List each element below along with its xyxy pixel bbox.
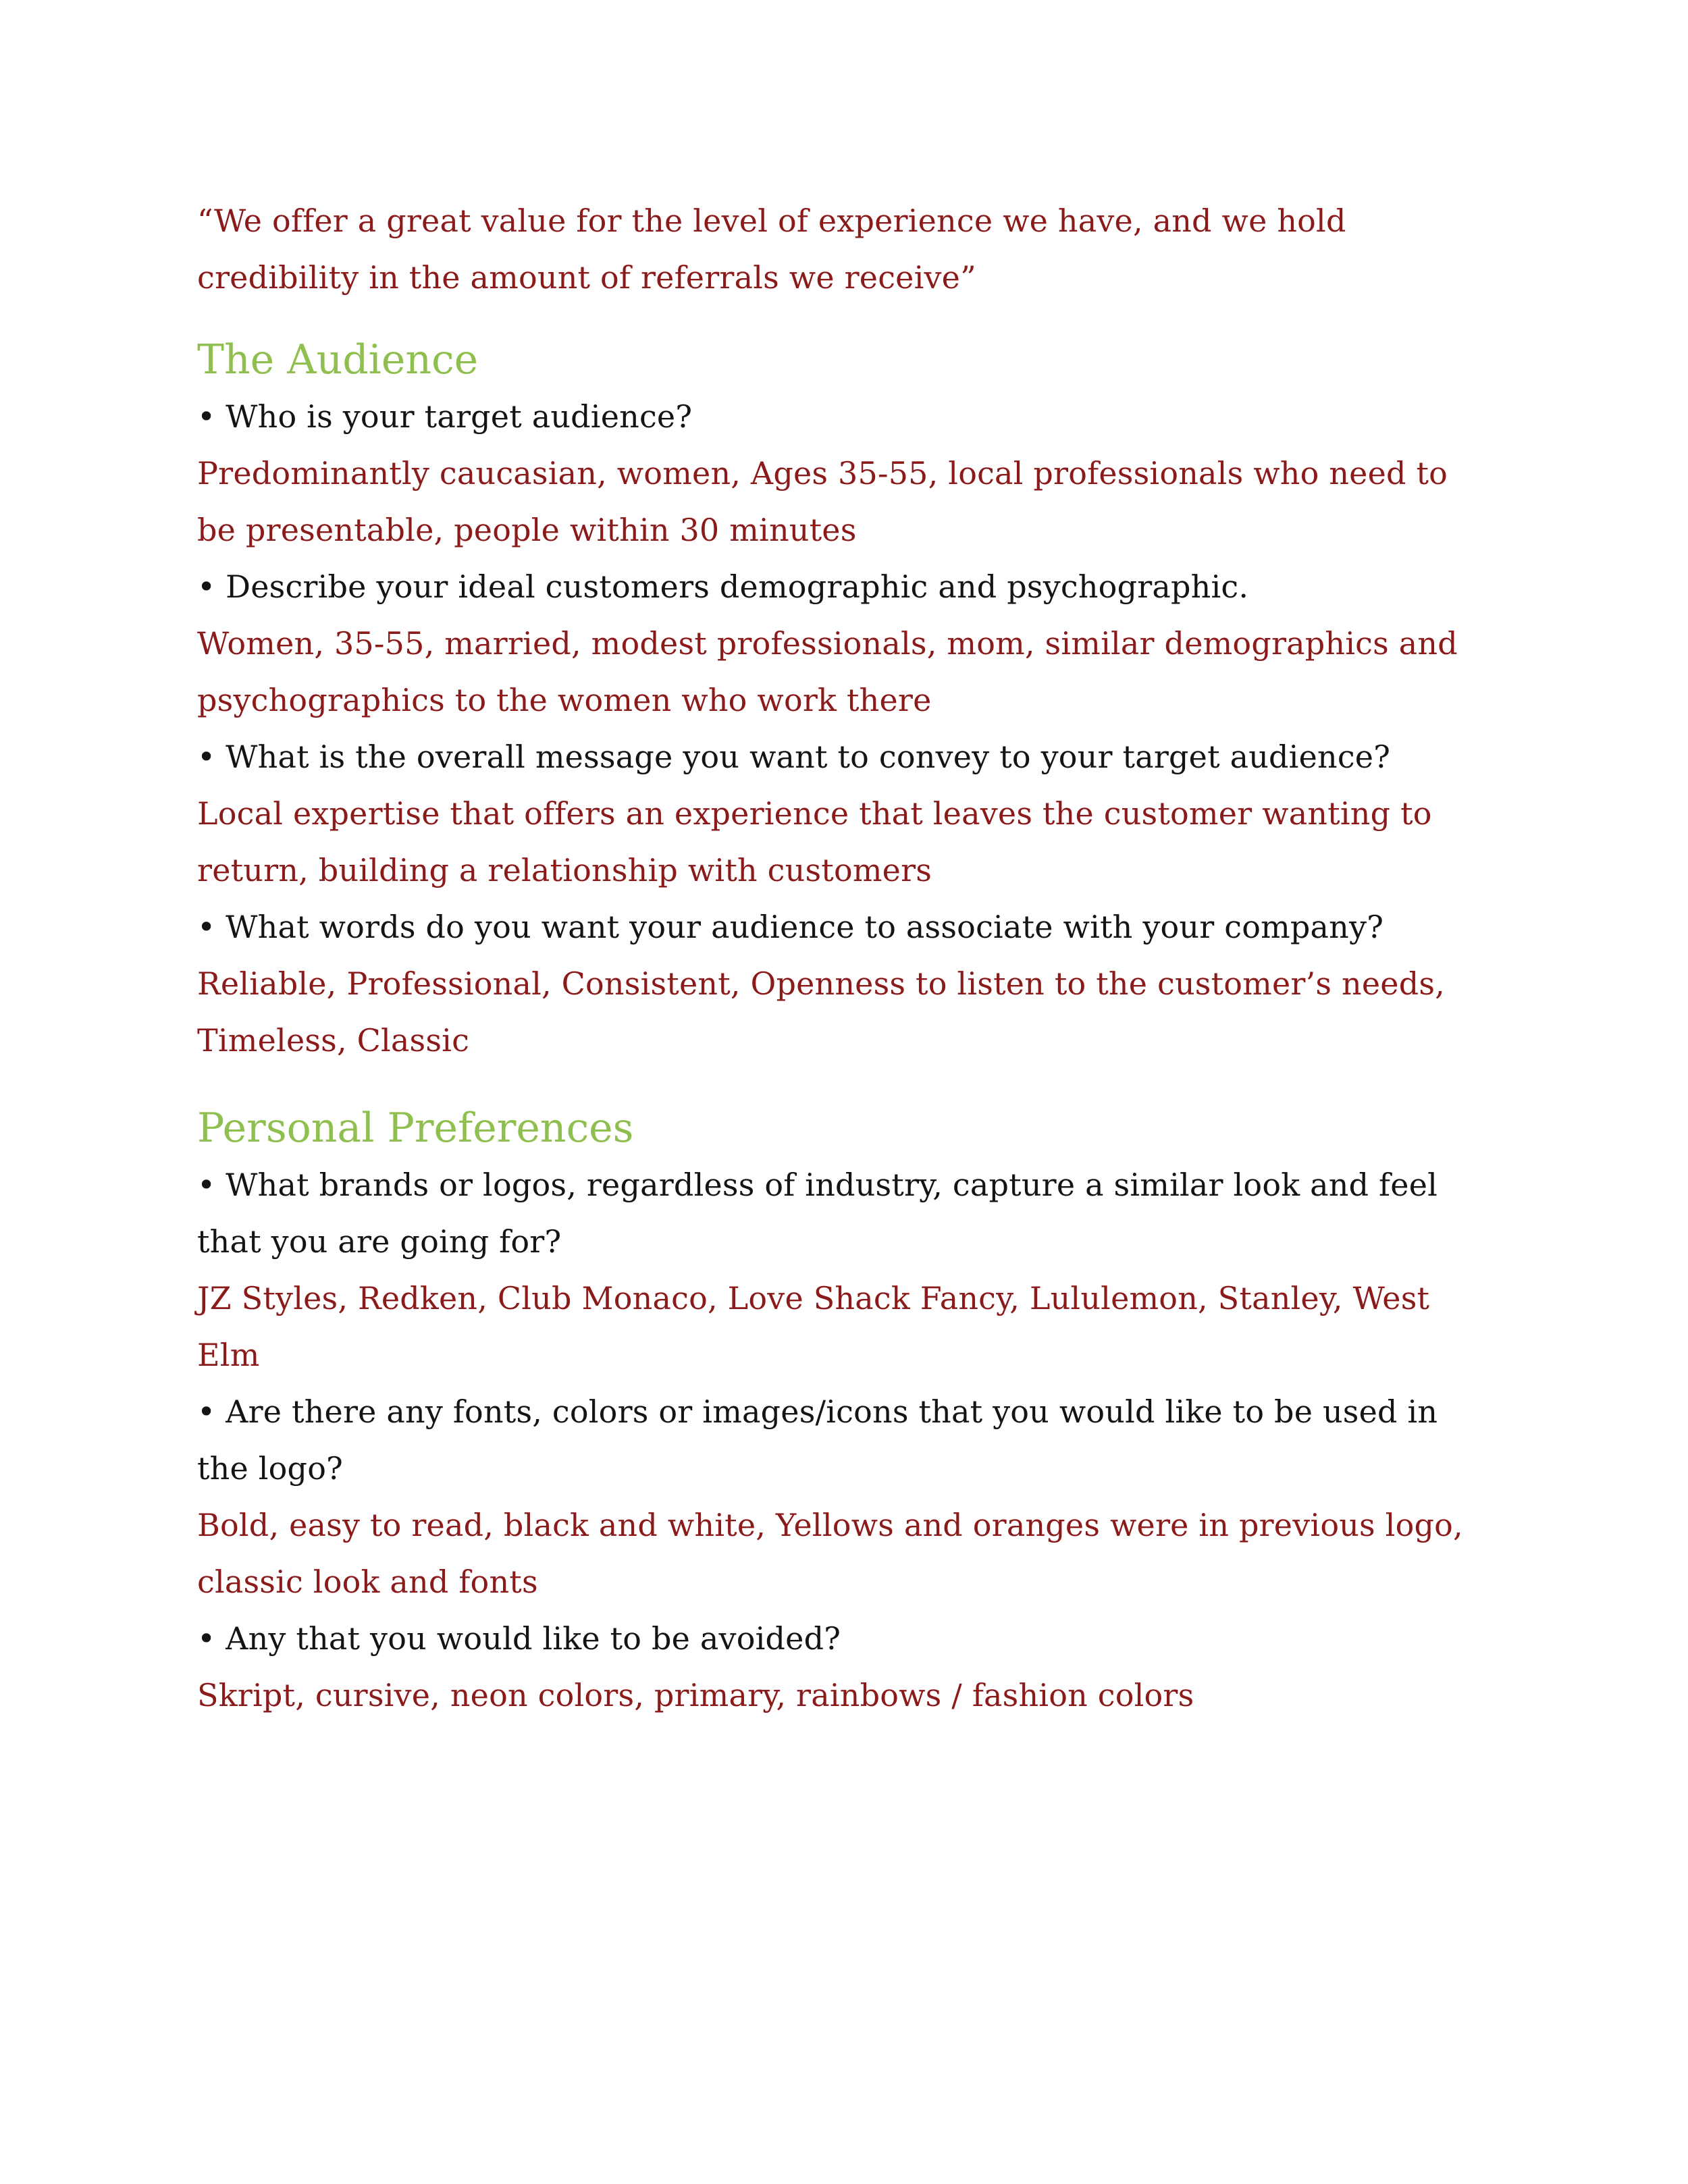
answer-text: Local expertise that offers an experience that leaves the customer wanting to [197,795,1432,832]
qa-item [197,1156,1500,1383]
answer-text: psychographics to the women who work there [197,682,932,718]
answer-text: Women, 35-55, married, modest professionals, mom, similar demographics and [197,625,1458,662]
qa-item [197,728,1500,899]
answer-text: Reliable, Professional, Consistent, Openness to listen to the customer’s needs, [197,965,1445,1002]
intro-quote [197,192,1500,306]
qa-item [197,899,1500,1069]
question-text: • Describe your ideal customers demographic and psychographic. [197,568,1249,605]
answer-text: Elm [197,1337,260,1373]
qa-item [197,1383,1500,1610]
answer-text: JZ Styles, Redken, Club Monaco, Love Shack Fancy, Lululemon, Stanley, West [197,1280,1430,1316]
answer-text: Predominantly caucasian, women, Ages 35-55, local professionals who need to [197,455,1448,491]
qa-item [197,558,1500,728]
question-text: • Who is your target audience? [197,398,693,435]
answer-text: classic look and fonts [197,1564,538,1600]
question-text: • Are there any fonts, colors or images/icons that you would like to be used in [197,1393,1438,1430]
intro-quote-line: “We offer a great value for the level of experience we have, and we hold [197,203,1346,239]
section-audience [197,331,1500,1069]
intro-quote-line: credibility in the amount of referrals we receive” [197,259,976,296]
answer-text: Bold, easy to read, black and white, Yellows and oranges were in previous logo, [197,1507,1463,1543]
answer-text: Timeless, Classic [197,1022,470,1059]
question-text: the logo? [197,1450,343,1487]
qa-item [197,388,1500,558]
qa-item [197,1610,1500,1724]
answer-text: be presentable, people within 30 minutes [197,512,857,548]
section-personal-preferences [197,1100,1500,1724]
question-text: that you are going for? [197,1223,562,1260]
section-heading-preferences: Personal Preferences [197,1104,634,1152]
question-text: • What is the overall message you want to convey to your target audience? [197,739,1391,775]
section-heading-audience: The Audience [197,336,479,383]
answer-text: Skript, cursive, neon colors, primary, rainbows / fashion colors [197,1677,1194,1713]
question-text: • What brands or logos, regardless of industry, capture a similar look and feel [197,1167,1438,1203]
question-text: • What words do you want your audience to associate with your company? [197,909,1384,945]
document-page [197,192,1500,1724]
question-text: • Any that you would like to be avoided? [197,1620,841,1657]
answer-text: return, building a relationship with customers [197,852,932,888]
